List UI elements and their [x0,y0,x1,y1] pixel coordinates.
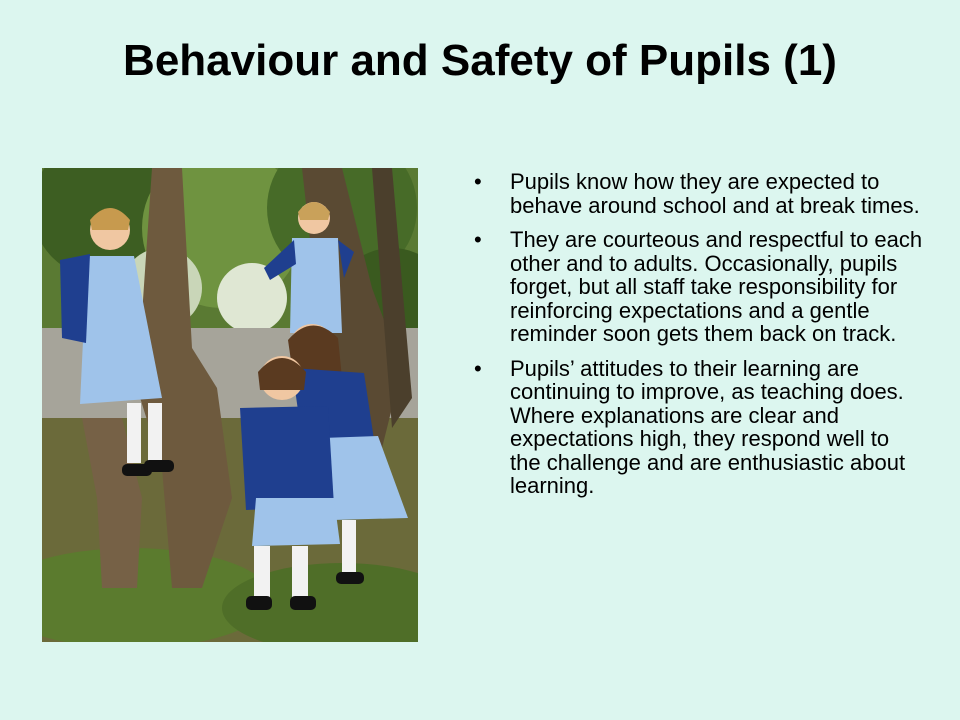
bullet-item [474,228,924,346]
bullet-text: They are courteous and respectful to each other and to adults. Occasionally, pupils forget, but all staff take responsibility for reinforcing expectations and a gentle reminder soon gets them back on track. [510,227,923,346]
bullet-item [474,170,924,217]
bullet-icon: • [474,169,482,194]
bullet-text: Pupils’ attitudes to their learning are continuing to improve, as teaching does. Where explanations are clear and expectations high, they respond well to the challenge and are enthusiastic about learning. [510,355,906,498]
bullet-icon: • [474,227,482,252]
bullet-text: Pupils know how they are expected to behave around school and at break times. [510,169,920,218]
bullet-item [474,357,924,498]
bullet-list [474,170,924,509]
pupils-photo [42,168,418,642]
slide-title: Behaviour and Safety of Pupils (1) [123,36,837,85]
bullet-icon: • [474,355,482,381]
